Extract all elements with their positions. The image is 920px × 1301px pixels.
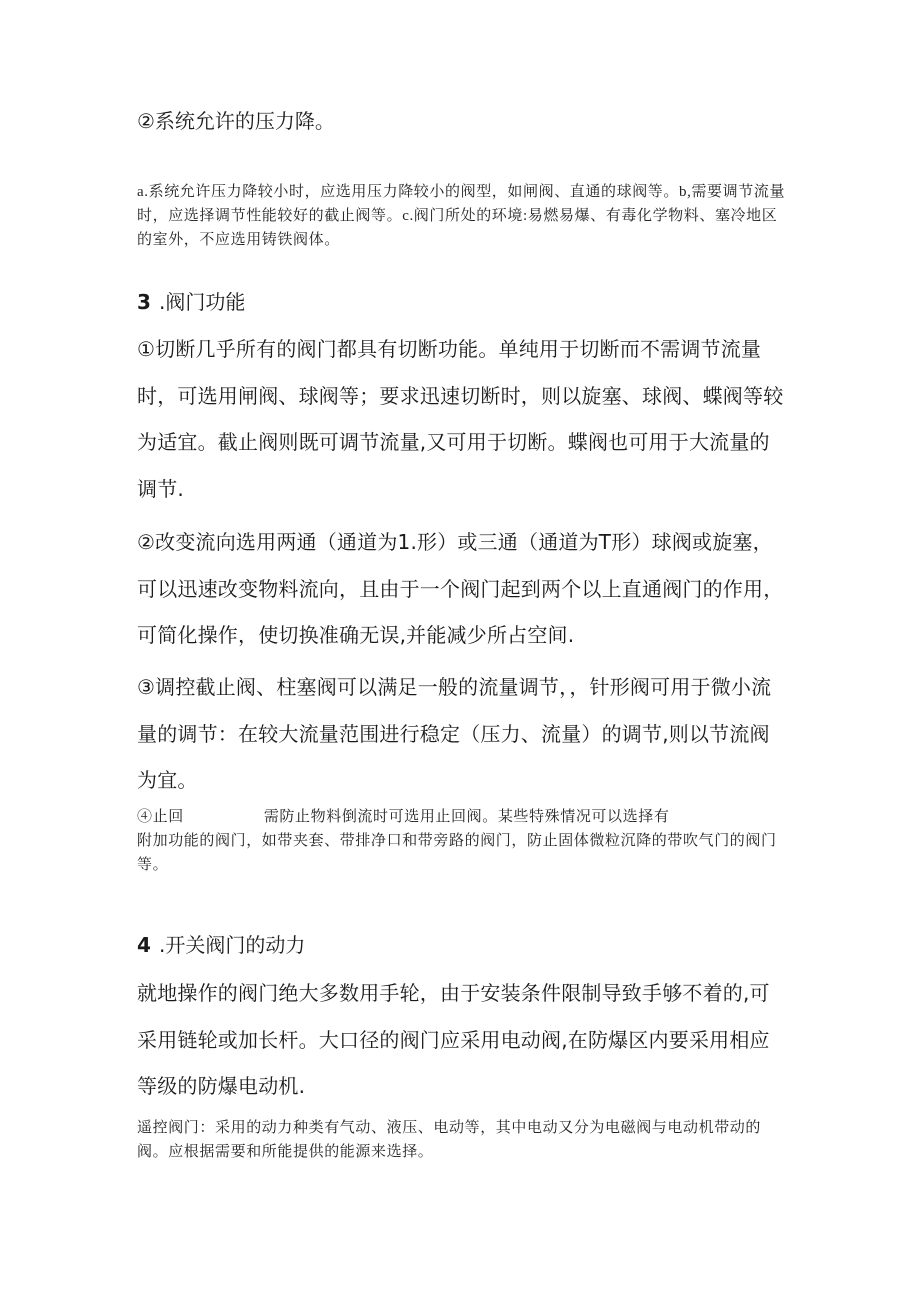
function-item-check — [137, 805, 787, 877]
section2-heading: ②系统允许的压力降。 — [137, 109, 335, 133]
section3-title: .阀门功能 — [159, 290, 246, 314]
section3-heading — [137, 287, 787, 317]
check-continuation: 附加功能的阀门，如带夹套、带排净口和带旁路的阀门，防止固体微粒沉降的带吹气门的阀门等。 — [137, 833, 777, 873]
check-line-1 — [137, 805, 787, 829]
section3-number: 3 — [137, 290, 151, 314]
check-label: ④止回 — [137, 809, 184, 825]
section4-body: 就地操作的阀门绝大多数用手轮，由于安装条件限制导致手够不着的,可采用链轮或加长杆。大口径的阀门应采用电动阀,在防爆区内要采用相应等级的防爆电动机. — [137, 981, 770, 1098]
section2-body: a.系统允许压力降较小时，应选用压力降较小的阀型，如闸阀、直通的球阀等。b,需要调节流量时，应选择调节性能较好的截止阀等。c.阀门所处的环境:易燃易爆、有毒化学物料、塞冷地区的室外，不应选用铸铁阀体。 — [137, 184, 786, 248]
section4-number: 4 — [137, 933, 151, 957]
function-item-regulate: ③调控截止阀、柱塞阀可以满足一般的流量调节，，针形阀可用于微小流量的调节：在较大流量范围进行稳定（压力、流量）的调节,则以节流阀为宜。 — [137, 675, 772, 792]
function-item-change-direction: ②改变流向选用两通（通道为1.形）或三通（通道为T形）球阀或旋塞，可以迅速改变物料流向，且由于一个阀门起到两个以上直通阀门的作用，可简化操作，使切换准确无误,并能减少所占空间. — [137, 530, 784, 647]
section4-title: .开关阀门的动力 — [159, 933, 306, 957]
function-item-shutoff: ①切断几乎所有的阀门都具有切断功能。单纯用于切断而不需调节流量时，可选用闸阀、球阀等；要求迅速切断时，则以旋塞、球阀、蝶阀等较为适宜。截止阀则既可调节流量,又可用于切断。蝶阀也可用于大流量的调节. — [137, 337, 784, 501]
remote-valve-note: 遥控阀门：采用的动力种类有气动、液压、电动等，其中电动又分为电磁阀与电动机带动的阀。应根据需要和所能提供的能源来选择。 — [137, 1120, 762, 1160]
section4-heading — [137, 930, 787, 960]
check-text: 需防止物料倒流时可选用止回阀。某些特殊情况可以选择有 — [263, 809, 670, 825]
